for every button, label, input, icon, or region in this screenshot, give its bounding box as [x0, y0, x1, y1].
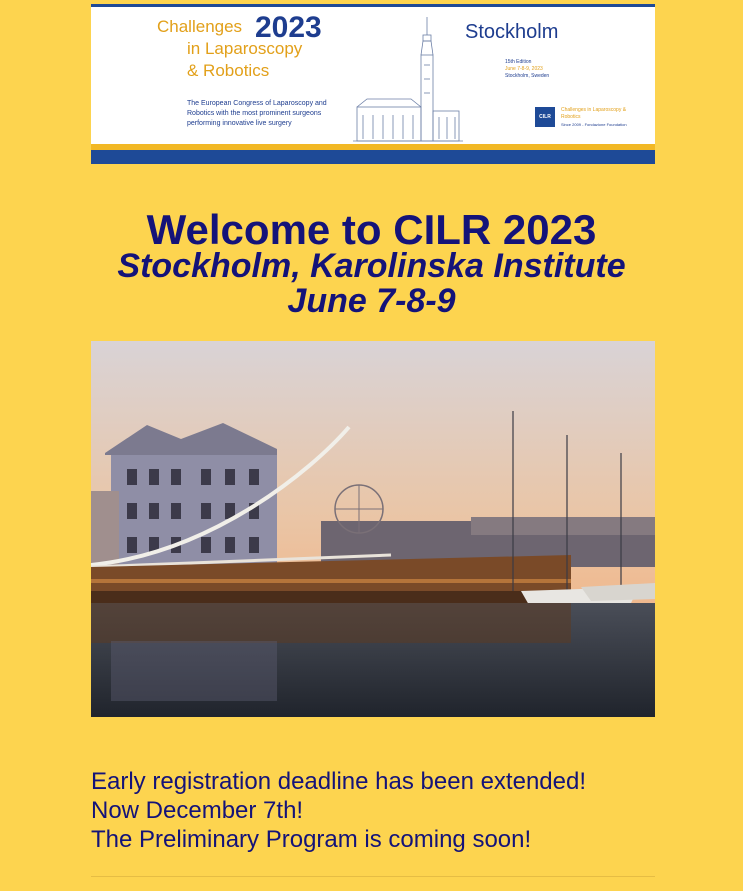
notice-line-date: Now December 7th! [91, 797, 304, 824]
banner-dates: June 7-8-9, 2023 [505, 66, 543, 72]
logo-name: Challenges in Laparoscopy & Robotics [561, 107, 627, 120]
city-hall-sketch-icon [347, 15, 467, 143]
banner-description: The European Congress of Laparoscopy and Robotics with the most prominent surgeons performing innovative live surgery [187, 100, 327, 127]
cilr-logo: CILR [535, 107, 555, 127]
banner-title-line3: & Robotics [187, 61, 270, 80]
cilr-logo-text [561, 107, 641, 128]
banner-city: Stockholm [465, 21, 559, 43]
notice-line-program: The Preliminary Program is coming soon! [91, 826, 532, 853]
registration-notice [91, 767, 655, 854]
venue-subtitle: Stockholm, Karolinska Institute [117, 247, 626, 285]
logo-since: Since 2009 - Fondazione Foundation [561, 122, 627, 127]
notice-line-deadline: Early registration deadline has been extended! [91, 768, 586, 795]
event-banner [91, 4, 655, 164]
banner-location: Stockholm, Sweden [505, 73, 550, 79]
banner-edition: 15th Edition [505, 59, 532, 65]
event-dates: June 7-8-9 [287, 282, 456, 320]
banner-title-line1: Challenges [157, 17, 243, 36]
welcome-title: Welcome to CILR 2023 [146, 206, 597, 253]
banner-year: 2023 [255, 11, 322, 44]
divider [91, 876, 655, 877]
banner-blue-stripe [91, 150, 655, 164]
harbour-photo-art [91, 341, 655, 717]
banner-edition-info [505, 59, 549, 80]
banner-title-line2: in Laparoscopy [187, 39, 303, 58]
harbour-photo [91, 341, 655, 717]
